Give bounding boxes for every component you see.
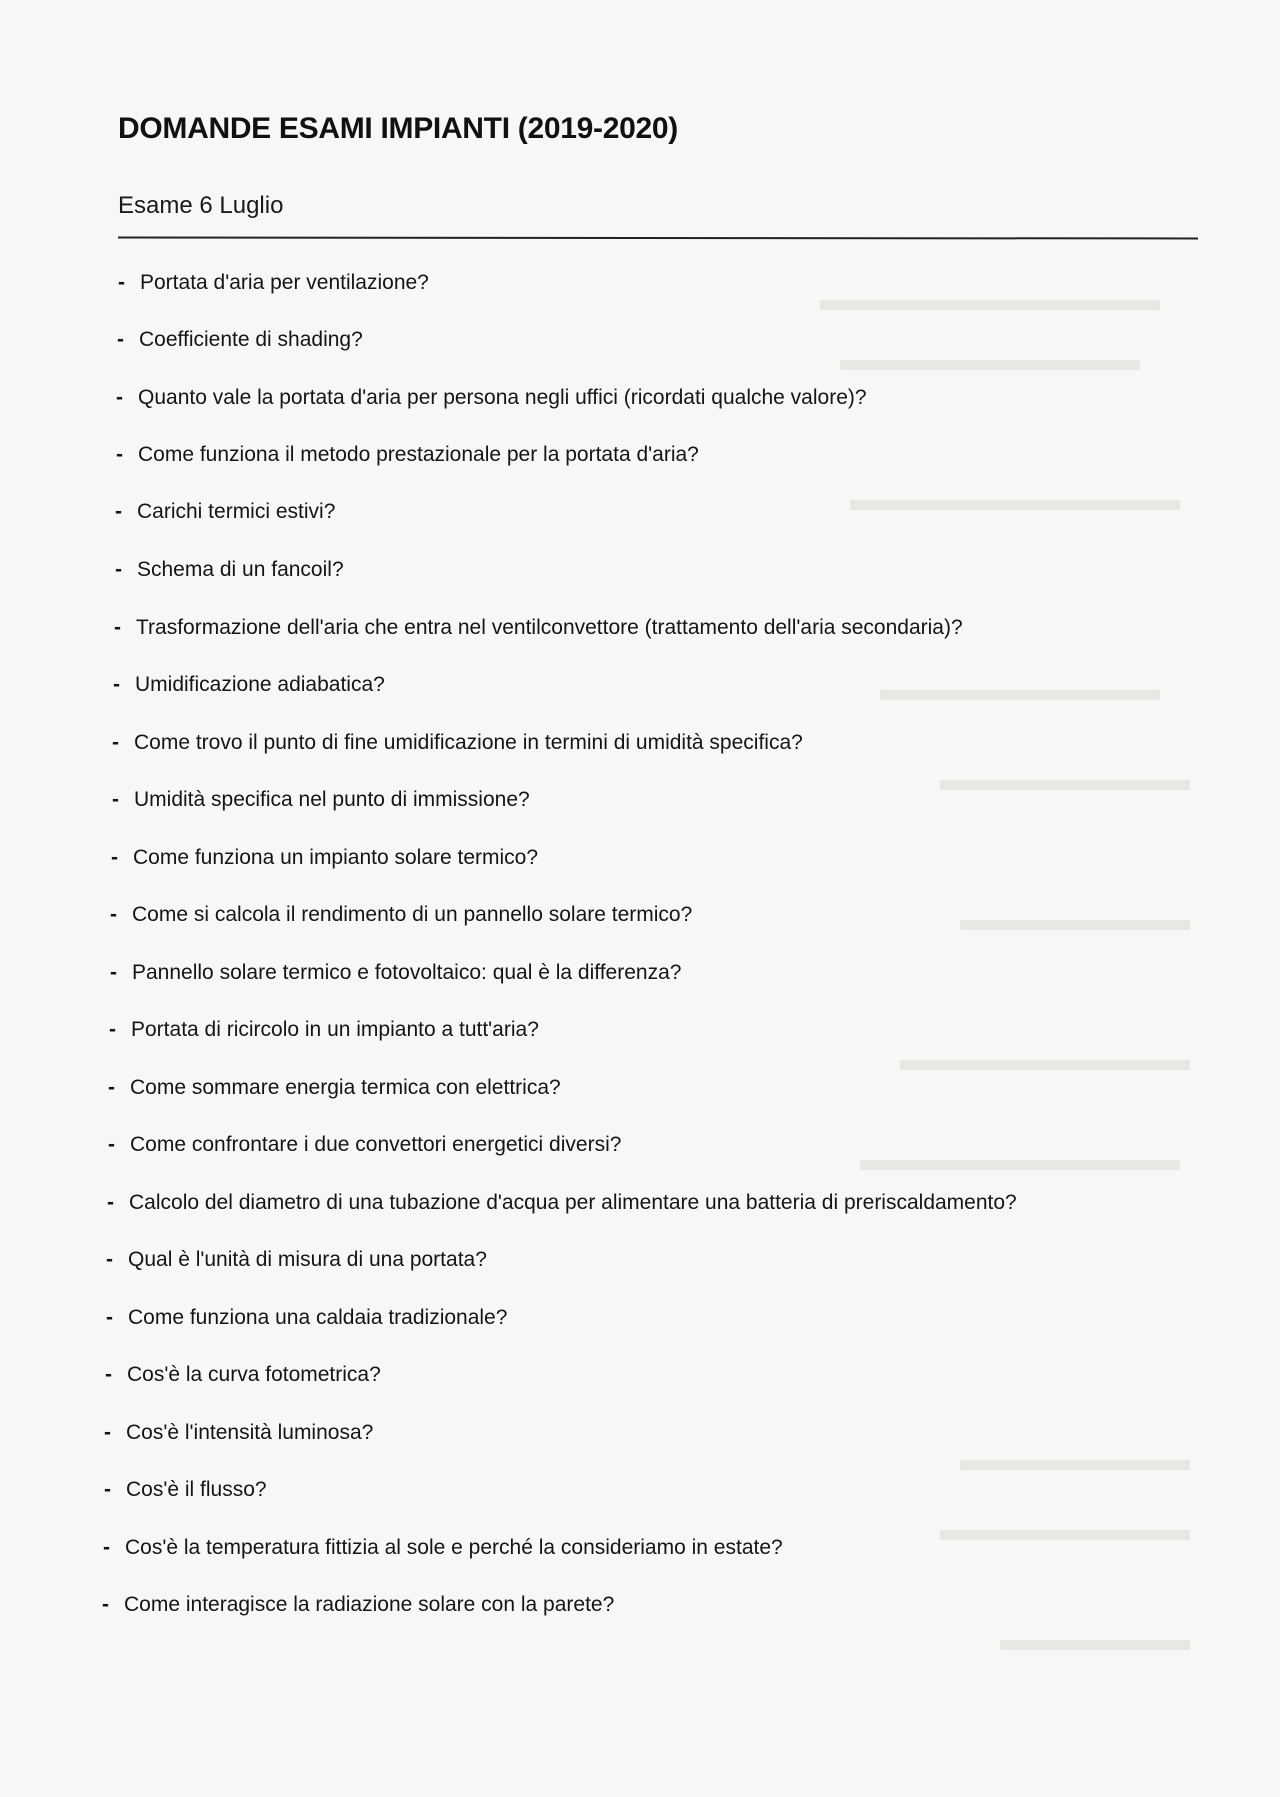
bullet-dash: - (115, 500, 122, 523)
bullet-dash: - (104, 1478, 111, 1501)
list-item (107, 1191, 1017, 1215)
bullet-dash: - (111, 846, 118, 869)
bullet-dash: - (115, 558, 122, 581)
question-text: Cos'è la curva fotometrica? (127, 1363, 381, 1386)
list-item (116, 443, 699, 467)
list-item (115, 500, 335, 524)
list-item (108, 1076, 561, 1100)
bullet-dash: - (103, 1536, 110, 1559)
list-item (111, 846, 538, 870)
bullet-dash: - (116, 443, 123, 466)
exam-date-heading: Esame 6 Luglio (118, 192, 284, 219)
question-text: Portata d'aria per ventilazione? (140, 271, 429, 294)
question-text: Come confrontare i due convettori energetici diversi? (130, 1133, 622, 1156)
question-text: Come funziona un impianto solare termico? (133, 846, 539, 869)
question-text: Come trovo il punto di fine umidificazione in termini di umidità specifica? (134, 731, 803, 754)
list-item (106, 1248, 487, 1272)
question-text: Come funziona una caldaia tradizionale? (128, 1306, 508, 1329)
question-text: Calcolo del diametro di una tubazione d'acqua per alimentare una batteria di preriscaldamento? (129, 1191, 1017, 1214)
question-text: Come funziona il metodo prestazionale per la portata d'aria? (138, 443, 699, 466)
question-text: Umidità specifica nel punto di immissione? (134, 788, 530, 811)
question-text: Schema di un fancoil? (137, 558, 344, 581)
list-item (114, 616, 963, 640)
bullet-dash: - (107, 1191, 114, 1214)
list-item (102, 1593, 614, 1617)
question-text: Coefficiente di shading? (139, 328, 363, 351)
bullet-dash: - (109, 1018, 116, 1041)
list-item (105, 1363, 381, 1387)
list-item (104, 1478, 267, 1502)
bullet-dash: - (106, 1306, 113, 1329)
question-text: Cos'è l'intensità luminosa? (126, 1421, 374, 1444)
bullet-dash: - (106, 1248, 113, 1271)
question-text: Come si calcola il rendimento di un pannello solare termico? (132, 903, 693, 926)
question-text: Carichi termici estivi? (137, 500, 336, 523)
list-item (118, 271, 429, 295)
bullet-dash: - (108, 1133, 115, 1156)
list-item (109, 1018, 539, 1042)
bullet-dash: - (110, 961, 117, 984)
bullet-dash: - (112, 731, 119, 754)
list-item (116, 386, 867, 410)
bullet-dash: - (117, 328, 124, 351)
list-item (108, 1133, 621, 1157)
question-text: Cos'è il flusso? (126, 1478, 267, 1501)
question-text: Umidificazione adiabatica? (135, 673, 385, 696)
list-item (106, 1306, 507, 1330)
bullet-dash: - (113, 673, 120, 696)
bullet-dash: - (110, 903, 117, 926)
list-item (115, 558, 344, 582)
bullet-dash: - (112, 788, 119, 811)
bullet-dash: - (105, 1363, 112, 1386)
list-item (110, 961, 681, 985)
list-item (117, 328, 363, 352)
question-text: Portata di ricircolo in un impianto a tutt'aria? (131, 1018, 539, 1041)
bullet-dash: - (102, 1593, 109, 1616)
bullet-dash: - (116, 386, 123, 409)
list-item (103, 1536, 783, 1560)
document-title: DOMANDE ESAMI IMPIANTI (2019-2020) (118, 112, 678, 145)
bullet-dash: - (114, 616, 121, 639)
question-text: Come sommare energia termica con elettrica? (130, 1076, 561, 1099)
list-item (113, 673, 385, 697)
list-item (104, 1421, 373, 1445)
list-item (112, 788, 530, 812)
question-text: Pannello solare termico e fotovoltaico: qual è la differenza? (132, 961, 682, 984)
question-text: Cos'è la temperatura fittizia al sole e perché la consideriamo in estate? (125, 1536, 783, 1559)
list-item (110, 903, 692, 927)
bullet-dash: - (104, 1421, 111, 1444)
question-text: Come interagisce la radiazione solare con la parete? (124, 1593, 615, 1616)
question-text: Trasformazione dell'aria che entra nel ventilconvettore (trattamento dell'aria secondaria)? (136, 616, 963, 639)
bullet-dash: - (118, 271, 125, 294)
question-text: Quanto vale la portata d'aria per persona negli uffici (ricordati qualche valore)? (138, 386, 867, 409)
question-text: Qual è l'unità di misura di una portata? (128, 1248, 487, 1271)
list-item (112, 731, 803, 755)
bullet-dash: - (108, 1076, 115, 1099)
